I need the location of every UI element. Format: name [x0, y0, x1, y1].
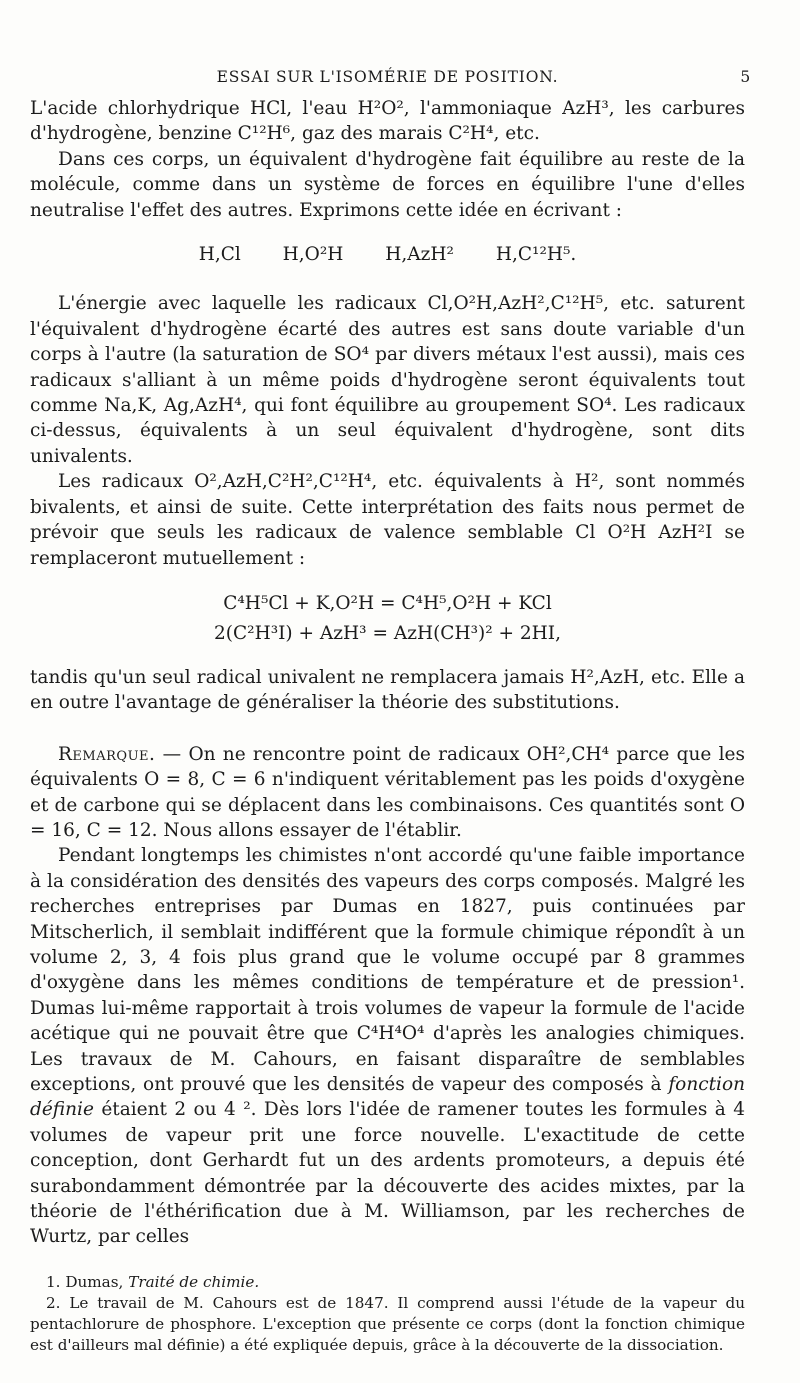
paragraph-6: [30, 843, 745, 1250]
remark-label: Remarque.: [58, 743, 156, 765]
paragraph-2: Dans ces corps, un équivalent d'hydrogène fait équilibre au reste de la molécule, comme dans un système de forces en équilibre l'une d'elles neutralise l'effet des autres. Exprimons cette idée en écrivant :: [30, 148, 745, 221]
paragraph-6-text-a: Pendant longtemps les chimistes n'ont accordé qu'une faible importance à la considération des densités des vapeurs des corps composés. Malgré les recherches entreprises par Dumas en 1827, puis continuées par Mitscherlich, il semblait indifférent que la formule chimique répondît à un volume 2, 3, 4 fois plus grand que le volume occupé par 8 grammes d'oxygène dans les mêmes conditions de température et de pression¹. Dumas lui-même rapportait à trois volumes de vapeur la formule de l'acide acétique qui ne pouvait être que C⁴H⁴O⁴ d'après les analogies chimiques. Les travaux de M. Cahours, en faisant disparaître de semblables exceptions, ont prouvé que les densités de vapeur des composés à: [30, 845, 745, 1095]
formula: H,O²H: [282, 244, 344, 266]
footnote-1-prefix: 1. Dumas,: [46, 1272, 129, 1291]
page-header: [30, 60, 751, 96]
paragraph-1: L'acide chlorhydrique HCl, l'eau H²O², l'ammoniaque AzH³, les carbures d'hydrogène, benzine C¹²H⁶, gaz des marais C²H⁴, etc.: [30, 98, 745, 145]
running-title: ESSAI SUR L'ISOMÉRIE DE POSITION.: [216, 68, 559, 86]
equation: C⁴H⁵Cl + K,O²H = C⁴H⁵,O²H + KCl: [223, 592, 552, 614]
remark-paragraph: [30, 742, 745, 844]
footnotes: [30, 1272, 745, 1356]
document-page: [30, 60, 751, 1356]
formula: H,AzH²: [385, 244, 454, 266]
paragraph-6-text-b: étaient 2 ou 4 ². Dès lors l'idée de ramener toutes les formules à 4 volumes de vapeur prit une force nouvelle. L'exactitude de cette conception, dont Gerhardt fut un des ardents promoteurs, a depuis été surabondamment démontrée par la découverte des acides mixtes, par la théorie de l'éthérification due à M. Williamson, par les recherches de Wurtz, par celles: [30, 1099, 745, 1248]
equation-block: [30, 571, 745, 665]
page-number: 5: [740, 68, 751, 86]
paragraph-4: Les radicaux O²,AzH,C²H²,C¹²H⁴, etc. équivalents à H², sont nommés bivalents, et ainsi de suite. Cette interprétation des faits nous permet de prévoir que seuls les radicaux de valence semblable Cl O²H AzH²I se remplaceront mutuellement :: [30, 471, 745, 569]
remark-text: — On ne rencontre point de radicaux OH²,CH⁴ parce que les équivalents O = 8, C = 6 n'indiquent véritablement pas les poids d'oxygène et de carbone qui se déplacent dans les combinaisons. Ces quantités sont O = 16, C = 12. Nous allons essayer de l'établir.: [30, 743, 745, 841]
paragraph-5: tandis qu'un seul radical univalent ne remplacera jamais H²,AzH, etc. Elle a en outre l'avantage de généraliser la théorie des substitutions.: [30, 666, 745, 714]
equation: 2(C²H³I) + AzH³ = AzH(CH³)² + 2HI,: [214, 622, 561, 644]
footnote-1-title: Traité de chimie.: [128, 1272, 260, 1291]
formula: H,C¹²H⁵.: [495, 244, 577, 266]
formula-row: [30, 223, 745, 291]
paragraph-6-italic: fonction définie: [30, 1074, 745, 1121]
footnote-2: 2. Le travail de M. Cahours est de 1847. Il comprend aussi l'étude de la vapeur du pentachlorure de phosphore. L'exception que présente ce corps (dont la fonction chimique est d'ailleurs mal définie) a été expliquée depuis, grâce à la découverte de la dissociation.: [30, 1293, 745, 1354]
formula: H,Cl: [198, 244, 241, 266]
footnote-1: [30, 1272, 745, 1293]
paragraph-3: L'énergie avec laquelle les radicaux Cl,O²H,AzH²,C¹²H⁵, etc. saturent l'équivalent d'hydrogène écarté des autres est sans doute variable d'un corps à l'autre (la saturation de SO⁴ par divers métaux l'est aussi), mais ces radicaux s'alliant à un même poids d'hydrogène seront équivalents tout comme Na,K, Ag,AzH⁴, qui font équilibre au groupement SO⁴. Les radicaux ci-dessus, équivalents à un seul équivalent d'hydrogène, sont dits univalents.: [30, 293, 745, 467]
